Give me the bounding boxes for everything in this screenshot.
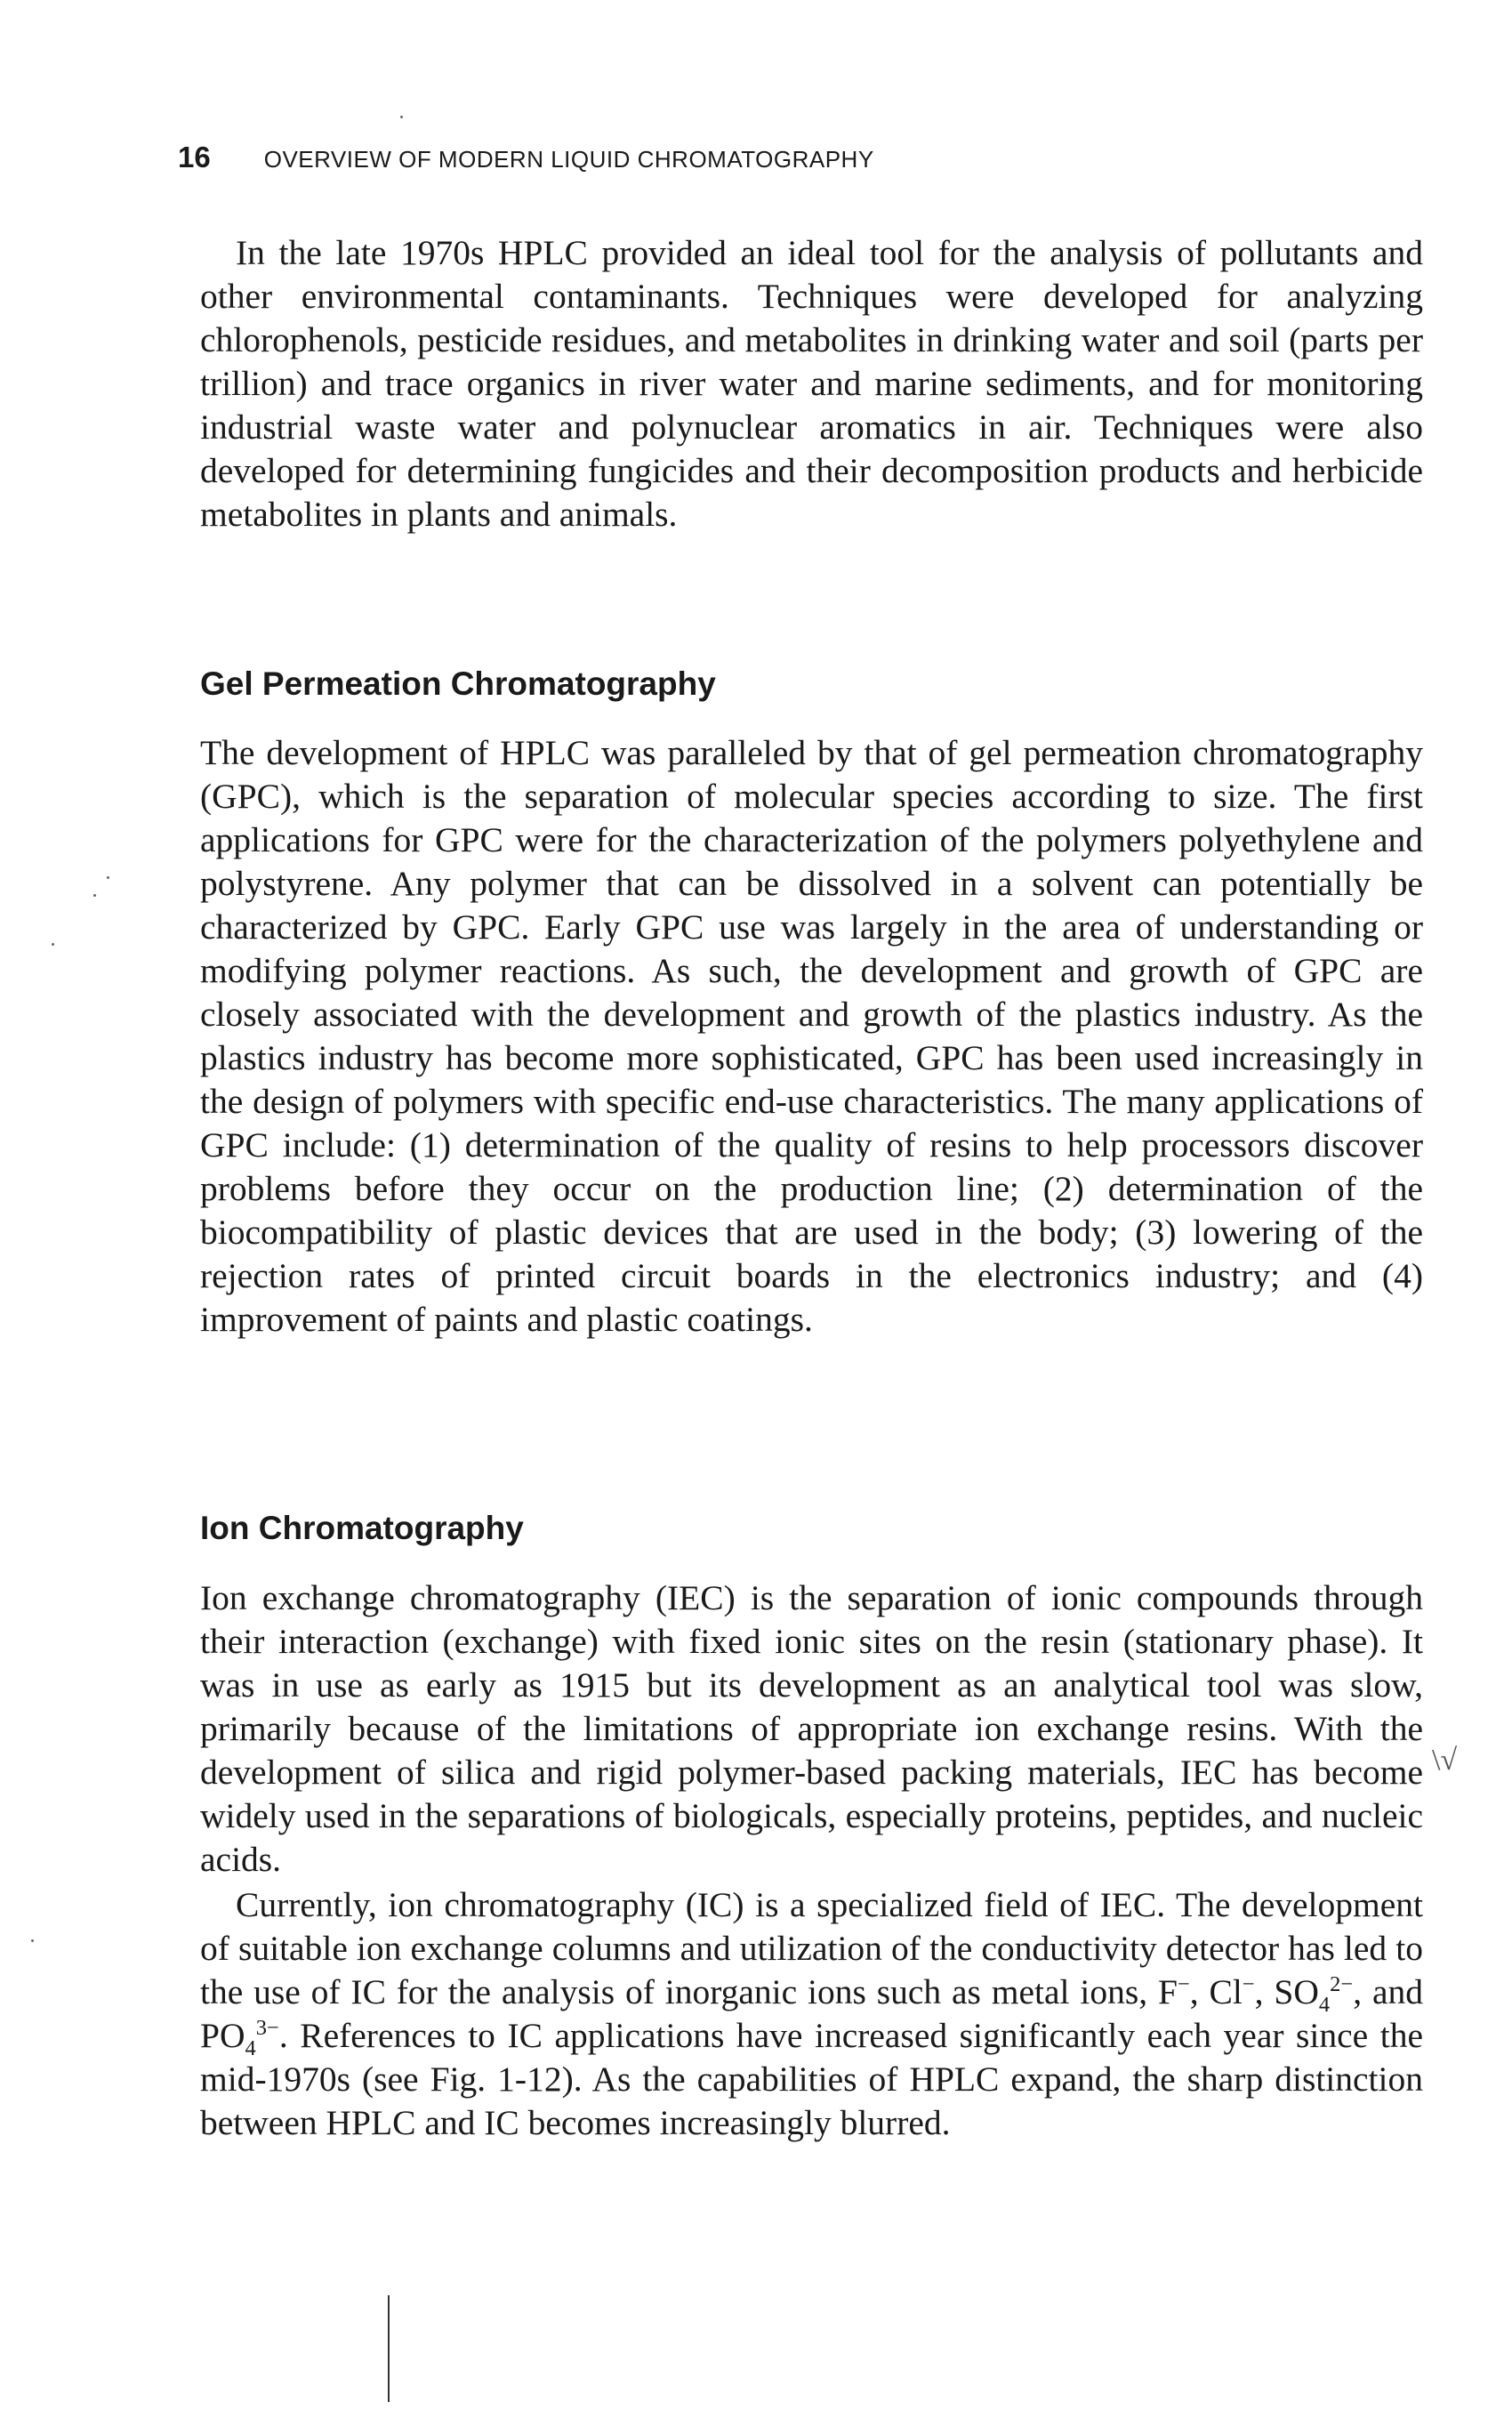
sulfate-ion: $SO_4^{2-}$ [1274, 1971, 1354, 2017]
running-title: OVERVIEW OF MODERN LIQUID CHROMATOGRAPHY [263, 146, 874, 173]
scan-speck [400, 116, 403, 118]
page-number: 16 [178, 141, 211, 173]
gpc-paragraph: The development of HPLC was paralleled by that of gel permeation chromatography (GPC), which is the separation of molecular species according to size. The first applications for GPC were for the characterization of the polymers polyethylene and polystyrene. Any polymer that can be dissolved in a solvent can potentially be characterized by GPC. Early GPC use was largely in the area of understanding or modifying polymer reactions. As such, the development and growth of GPC are closely associated with the development and growth of the plastics industry. As the plastics industry has become more sophisticated, GPC has been used increasingly in the design of polymers with specific end-use characteristics. The many applications of GPC include: (1) determination of the quality of resins to help processors discover problems before they occur on the production line; (2) determination of the biocompatibility of plastic devices that are used in the body; (3) lowering of the rejection rates of printed circuit boards in the electronics industry; and (4) improvement of paints and plastic coatings. [200, 733, 1423, 1339]
section-heading-gpc: Gel Permeation Chromatography [200, 665, 716, 702]
fluoride-ion: F− [1158, 1971, 1190, 2011]
scan-speck [31, 1939, 34, 1942]
scan-speck [52, 943, 54, 946]
scan-edge-bar [388, 2295, 390, 2402]
ic-paragraph-text-start: Currently, ion chromatography (IC) is a specialized field of IEC. The development of suitable ion exchange columns and utilization of the conductivity detector has led to the use of IC for the analysis of inorganic ions such as metal ions, [200, 1885, 1423, 2011]
scan-speck [107, 876, 109, 879]
ic-paragraph-text-end: . References to IC applications have increased significantly each year since the mid-1970s (see Fig. 1-12). As the capabilities of HPLC expand, the sharp distinction between HPLC and IC becomes increasingly blurred. [200, 2016, 1423, 2142]
running-head [178, 141, 1423, 174]
intro-paragraph: In the late 1970s HPLC provided an ideal tool for the analysis of pollutants and other environmental contaminants. Techniques were developed for analyzing chlorophenols, pesticide residues, and metabolites in drinking water and soil (parts per trillion) and trace organics in river water and marine sediments, and for monitoring industrial waste water and polynuclear aromatics in air. Techniques were also developed for determining fungicides and their decomposition products and herbicide metabolites in plants and animals. [200, 233, 1423, 534]
iec-paragraph: Ion exchange chromatography (IEC) is the separation of ionic compounds through their interaction (exchange) with fixed ionic sites on the resin (stationary phase). It was in use as early as 1915 but its development as an analytical tool was slow, primarily because of the limitations of appropriate ion exchange resins. With the development of silica and rigid polymer-based packing materials, IEC has become widely used in the separations of biologicals, especially proteins, peptides, and nucleic acids. [200, 1578, 1423, 1879]
scan-speck [93, 894, 96, 897]
margin-checkmark-icon: \√ [1432, 1744, 1458, 1777]
ic-paragraph: Currently, ion chromatography (IC) is a specialized field of IEC. The development of suitable ion exchange columns and utilization of the conductivity detector has led to the use of IC for the analysis of inorganic ions such as metal ions, F−, Cl−, $SO_4^{2-}$, and $PO_4^{3-}$. References to IC applications have increased significantly each year since the mid-1970s (see Fig. 1-12). As the capabilities of HPLC expand, the sharp distinction between HPLC and IC becomes increasingly blurred. [200, 1885, 1424, 2142]
chloride-ion: Cl− [1209, 1971, 1255, 2011]
phosphate-ion: $PO_4^{3-}$ [200, 2015, 279, 2060]
section-heading-ic: Ion Chromatography [200, 1510, 524, 1546]
